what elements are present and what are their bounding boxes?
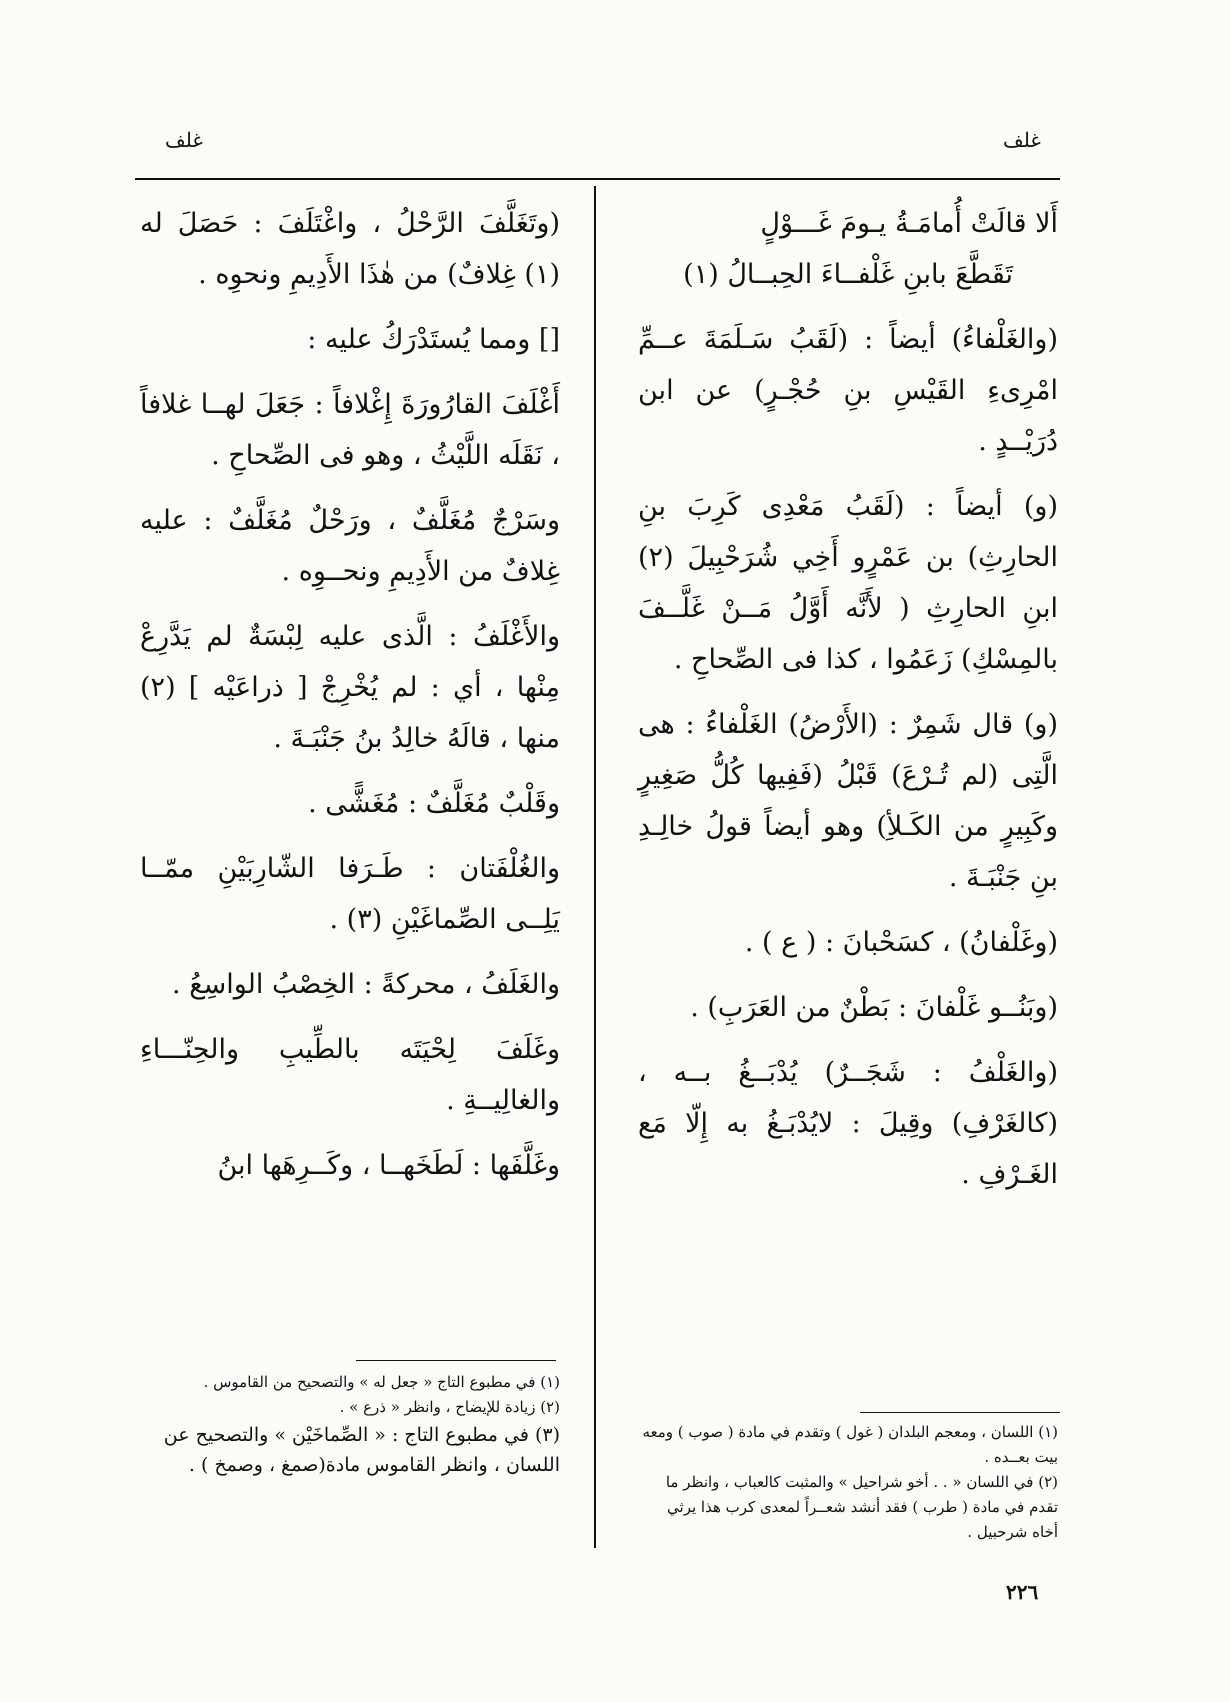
entry-paragraph: والغُلْفَتان : طَـرَفا الشّارِبَيْنِ ممّــا يَلِــى الصِّماغَيْنِ (٣) . (140, 853, 560, 935)
entry-paragraph: أَغْلَفَ القارُورَةَ إِغْلافاً : جَعَلَ لهــا غلافاً ، نَقَلَه اللَّيْثُ ، وهو فى الصِّحاحِ . (140, 389, 560, 471)
footnote: (٢) في اللسان « . . أخو شراحيل » والمثبت كالعباب ، وانظر ما تقدم في مادة ( طرب ) فقد أنشد شعــراً لمعدى كرب هذا يرثي أخاه شرحبيل . (665, 1473, 1058, 1541)
verse-line-1: أَلا قالَتْ أُمامَـةُ يـومَ غَـــوْلٍ (760, 208, 1058, 239)
entry-paragraph: (وبَنُــو غَلْفانَ : بَطْنٌ من العَرَبِ) . (690, 992, 1058, 1023)
entry-paragraph: (والغَلْفاءُ) أيضاً : (لَقَبُ سَـلَمَةَ عــمِّ امْرِىءِ القَيْسِ بنِ حُجْـرٍ) عن ابن دُرَيْــدٍ . (638, 324, 1058, 457)
header-left: غلف (165, 128, 203, 152)
poem-verse (638, 198, 1058, 300)
footnote: (٣) في مطبوع التاج : « الصِّماخَيْن » والتصحيح عن اللسان ، وانظر القاموس مادة(صمغ ، وصمخ ) . (163, 1424, 560, 1476)
footnote-rule-left (356, 1360, 556, 1361)
entry-paragraph: وقَلْبٌ مُغَلَّفٌ : مُغَشًّى . (308, 788, 560, 819)
verse-line-2: تَقَطَّعَ بابنِ غَلْفــاءَ الحِبــالُ (١) (683, 259, 1013, 290)
entry-paragraph: [] ومما يُستَدْرَكُ عليه : (307, 324, 560, 355)
entry-paragraph: (و) قال شَمِرٌ : (الأَرْضُ) الغَلْفاءُ : هى الَّتِى (لم تُـرْعَ) قَبْلُ (فَفِيها كُلُّ صَغِيرٍ وكَبِيرٍ من الكَـلأِ) وهو أيضاً قولُ خالِـدِ بنِ جَنْبَـةَ . (638, 709, 1058, 893)
column-divider (594, 186, 596, 1548)
entry-paragraph: والغَلَفُ ، محركةً : الخِصْبُ الواسِعُ . (172, 969, 560, 1000)
footnote-rule-right (860, 1412, 1060, 1413)
left-column (140, 198, 560, 1205)
entry-paragraph: (والغَلْفُ : شَجَــرٌ) يُدْبَــغُ بــه ، (كالغَرْفِ) وقِيلَ : لايُدْبَـغُ به إِلّا مَع الغَـرْفِ . (638, 1057, 1058, 1190)
header-right: غلف (1003, 128, 1041, 152)
entry-paragraph: (و) أيضاً : (لَقَبُ مَعْدِى كَرِبَ بنِ الحارِثِ) بن عَمْرٍو أَخِي شُرَحْبِيلَ (٢) ابنِ الحارِثِ ( لأَنَّه أَوَّلُ مَــنْ غَلَّــفَ بالمِسْكِ) زَعَمُوا ، كذا فى الصِّحاحِ . (638, 491, 1058, 675)
footnotes-right (638, 1420, 1058, 1545)
entry-paragraph: وغَلَّفَها : لَطَخَهــا ، وكَــرِهَها ابنُ (217, 1150, 560, 1181)
entry-paragraph: وغَلَفَ لِحْيَتَه بالطِّيبِ والحِنّـــاءِ والغالِيــةِ . (140, 1034, 560, 1116)
right-column (638, 198, 1058, 1214)
footnote: (١) اللسان ، ومعجم البلدان ( غول ) وتقدم في مادة ( صوب ) ومعه بيت بعــده . (642, 1423, 1058, 1466)
footnote: (٢) زيادة للإيضاح ، وانظر « ذرع » . (339, 1398, 560, 1416)
footnotes-left (140, 1370, 560, 1480)
entry-paragraph: والأَغْلَفُ : الَّذى عليه لِبْسَةٌ لم يَدَّرِعْ مِنْها ، أي : لم يُخْرِجْ [ ذراعَيْه ] (٢) منها ، قالَهُ خالِدُ بنُ جَنْبَـةَ . (140, 621, 560, 754)
entry-paragraph: (وغَلْفانُ) ، كسَحْبانَ : ( ع ) . (744, 927, 1058, 958)
entry-paragraph: (وتَغَلَّفَ الرَّحْلُ ، واغْتَلَفَ : حَصَلَ له (١) غِلافٌ) من هٰذَا الأَدِيمِ ونحوِه . (140, 208, 560, 290)
page-number: ٢٢٦ (1006, 1580, 1039, 1604)
footnote: (١) في مطبوع التاج « جعل له » والتصحيح من القاموس . (203, 1373, 560, 1391)
header-rule (135, 178, 1060, 180)
entry-paragraph: وسَرْجٌ مُغَلَّفٌ ، ورَحْلٌ مُغَلَّفٌ : عليه غِلافٌ من الأَدِيمِ ونحــوِه . (140, 505, 560, 587)
